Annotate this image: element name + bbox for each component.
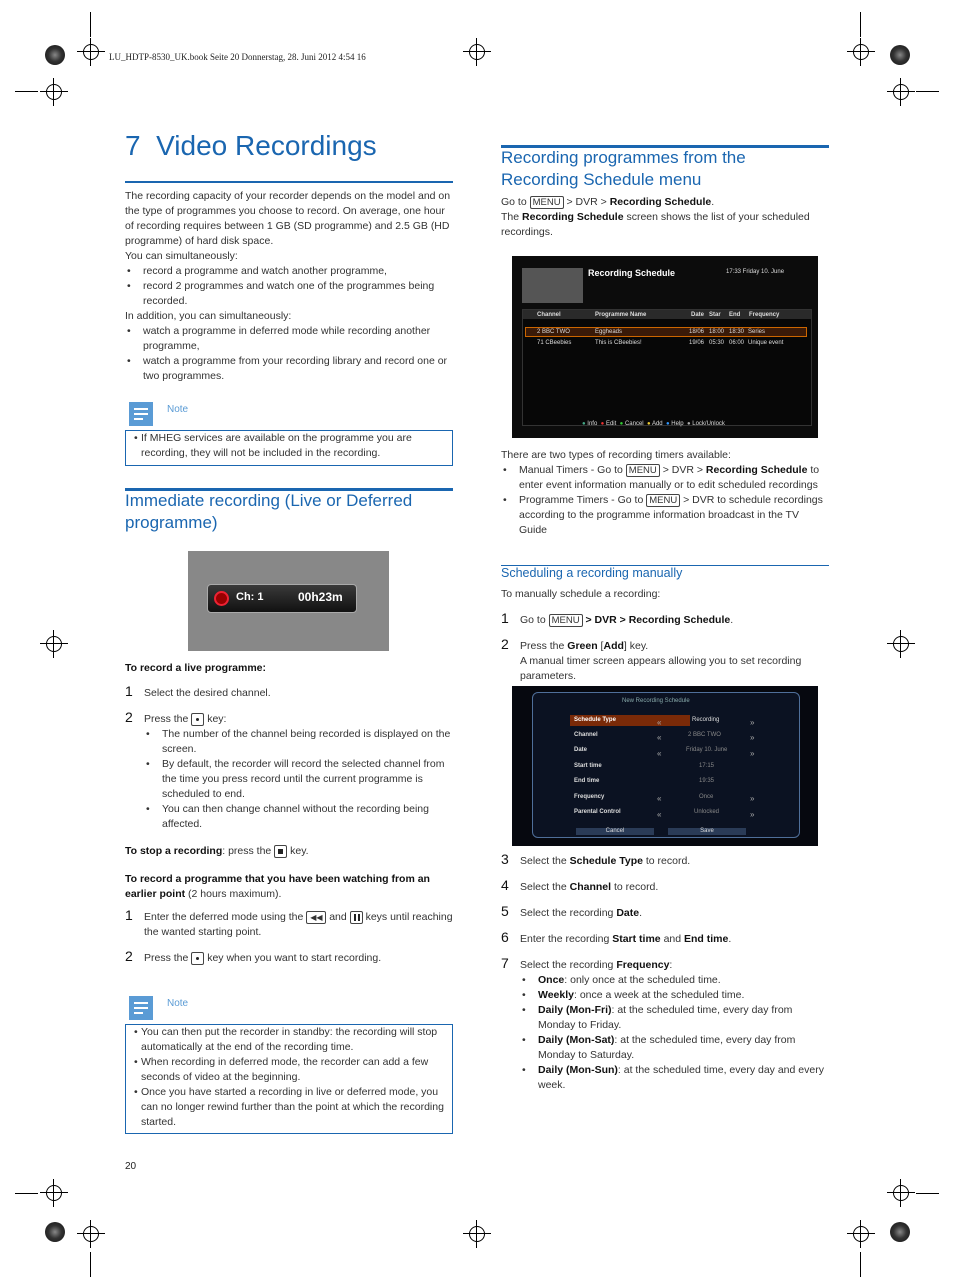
- chapter-rule: [125, 181, 453, 183]
- field-label: Channel: [574, 732, 598, 738]
- crop-mark: [893, 636, 909, 652]
- field-label: Date: [574, 747, 588, 753]
- osd-bar: [207, 584, 357, 613]
- step: 1 Go to MENU > DVR > Recording Schedule.: [501, 610, 734, 626]
- note-box: [125, 1024, 453, 1134]
- field-label: Parental Control: [574, 809, 621, 815]
- record-icon: [214, 591, 229, 606]
- recording-osd-image: [188, 551, 389, 651]
- menu-key-icon: MENU: [549, 614, 583, 627]
- menu-key-icon: MENU: [646, 494, 680, 507]
- table-cell: This is CBeebies!: [595, 340, 642, 346]
- field-value: Unlocked: [694, 809, 720, 815]
- list-item: • Programme Timers - Go to MENU > DVR to schedule recordings according to the programme information broadcast in the TV Guide: [501, 493, 829, 538]
- registration-disc: [890, 45, 910, 65]
- earlier-title: To record a programme that you have been watching from an earlier point: [125, 873, 430, 900]
- note-box: [125, 430, 453, 466]
- timer-types: There are two types of recording timers available: • Manual Timers - Go to MENU > DVR > Recording Schedule to enter event information manually or to edit scheduled recordings • Programme Timers - Go to MENU > DVR to schedule recordings according to the programme information broadcast in the TV Guide: [501, 448, 829, 538]
- crop-mark: [83, 1226, 99, 1242]
- osd-channel: Ch: 1: [236, 591, 264, 603]
- intro-lead-1: You can simultaneously:: [125, 250, 238, 262]
- subsection-heading: Scheduling a recording manually: [501, 566, 683, 580]
- note-item: • Once you have started a recording in live or deferred mode, you can no longer rewind further than the point at which the recording started.: [132, 1085, 446, 1130]
- trim-line: [15, 1193, 38, 1194]
- intro-text: [125, 189, 453, 384]
- table-cell: 06:00: [729, 340, 745, 346]
- trim-line: [860, 1252, 861, 1277]
- stop-button-icon: [274, 845, 287, 858]
- step: 2 Press the Green [Add] key. A manual timer screen appears allowing you to set recording parameters.: [501, 636, 802, 682]
- list-item: • The number of the channel being recorded is displayed on the screen.: [144, 727, 453, 757]
- crop-mark: [46, 636, 62, 652]
- recording-schedule-screenshot: [512, 256, 818, 438]
- field-label: End time: [574, 778, 600, 784]
- crop-mark: [469, 44, 485, 60]
- intro-paragraph: The recording capacity of your recorder depends on the model and on the type of programmes you choose to record. On average, one hour of recording requires between 1 GB (SD programme) and 2.5 GB (HD programme) of hard disk space.: [125, 190, 451, 247]
- note-item: • When recording in deferred mode, the recorder can add a few seconds of video at the beginning.: [132, 1055, 446, 1085]
- field-value: 19:35: [699, 778, 715, 784]
- table-cell: 2 BBC TWO: [537, 329, 570, 335]
- trim-line: [860, 12, 861, 37]
- subsection-rule: [501, 565, 829, 566]
- page-number: 20: [125, 1161, 137, 1172]
- list-item: • Weekly: once a week at the scheduled time.: [520, 988, 829, 1003]
- list-item: • By default, the recorder will record the selected channel from the time you press record until the current programme is scheduled to end.: [144, 757, 453, 802]
- preview-thumbnail: [522, 268, 583, 303]
- step: 3 Select the Schedule Type to record.: [501, 851, 691, 867]
- note-label: Note: [167, 998, 189, 1009]
- field-value: Recording: [692, 717, 720, 723]
- table-cell: 19/06: [689, 340, 705, 346]
- live-title: To record a live programme:: [125, 662, 267, 674]
- registration-disc: [45, 45, 65, 65]
- table-cell: 18:30: [729, 329, 745, 335]
- trim-line: [15, 91, 38, 92]
- save-button: Save: [668, 828, 746, 835]
- column-header: Programme Name: [595, 312, 647, 318]
- note-label: Note: [167, 404, 189, 415]
- chapter-number: 7: [125, 130, 141, 161]
- menu-key-icon: MENU: [626, 464, 660, 477]
- screen-title: New Recording Schedule: [622, 698, 690, 704]
- chapter-title: [125, 130, 377, 162]
- rewind-button-icon: ◀◀: [306, 911, 326, 924]
- field-label: Schedule Type: [574, 717, 616, 723]
- crop-mark: [46, 84, 62, 100]
- list-item: • record a programme and watch another programme,: [125, 264, 453, 279]
- screen-clock: 17:33 Friday 10. June: [726, 269, 785, 275]
- cancel-button: Cancel: [576, 828, 654, 835]
- table-cell: 18/06: [689, 329, 705, 335]
- crop-mark: [46, 1185, 62, 1201]
- column-header: Star: [709, 312, 721, 318]
- registration-disc: [45, 1222, 65, 1242]
- step: 7 Select the recording Frequency: • Once: only once at the scheduled time. • Weekly: once a week at the scheduled time. • Daily (Mon-Fri): at the scheduled time, every day from Monday to Friday. • Daily (Mon-Sat): at the scheduled time, every day from Monday to Saturday. • Daily (Mon-Sun): at the scheduled time, every day and every week.: [501, 958, 829, 1093]
- crop-mark: [853, 44, 869, 60]
- menu-key-icon: MENU: [530, 196, 564, 209]
- trim-line: [90, 1252, 91, 1277]
- step: 5 Select the recording Date.: [501, 903, 642, 919]
- list-item: • record 2 programmes and watch one of the programmes being recorded.: [125, 279, 453, 309]
- field-value: Once: [699, 794, 714, 800]
- table-cell: Eggheads: [595, 329, 623, 335]
- crop-mark: [893, 84, 909, 100]
- note-icon: [129, 996, 153, 1020]
- note-item: • If MHEG services are available on the programme you are recording, they will not be included in the recording.: [132, 431, 446, 461]
- new-recording-screenshot: New Recording Schedule Schedule Type Recording Channel 2 BBC TWO Date Friday 10. June Start time 17:15 End time 19:35 Frequency Once Parental Control Unlocked « « « « « » » » » » Cancel Save: [512, 686, 818, 846]
- stop-title: To stop a recording: [125, 845, 223, 857]
- schedule-table: [522, 309, 812, 426]
- manual-steps-b: [501, 851, 829, 1093]
- step: 2 Press the key when you want to start recording.: [125, 948, 382, 964]
- step: 6 Enter the recording Start time and End time.: [501, 929, 732, 945]
- column-header: End: [729, 312, 741, 318]
- screen-footer: ● Info ● Edit ● Cancel ● Add ● Help ● Lock/Unlock: [582, 421, 725, 427]
- list-item: • You can then change channel without the recording being affected.: [144, 802, 453, 832]
- section-heading: Recording programmes from the Recording Schedule menu: [501, 148, 746, 189]
- table-cell: 05:30: [709, 340, 725, 346]
- column-header: Frequency: [749, 312, 780, 318]
- intro-lead-2: In addition, you can simultaneously:: [125, 310, 292, 322]
- crop-mark: [893, 1185, 909, 1201]
- chapter-title-text: Video Recordings: [156, 130, 377, 161]
- record-button-icon: [191, 713, 204, 726]
- list-item: • Daily (Mon-Sat): at the scheduled time, every day from Monday to Saturday.: [520, 1033, 829, 1063]
- list-item: • Daily (Mon-Fri): at the scheduled time, every day from Monday to Friday.: [520, 1003, 829, 1033]
- section-heading: Immediate recording (Live or Deferred programme): [125, 491, 413, 532]
- list-item: • Manual Timers - Go to MENU > DVR > Recording Schedule to enter event information manually or to edit scheduled recordings: [501, 463, 829, 493]
- screen-title: Recording Schedule: [588, 268, 676, 278]
- table-cell: 71 CBeebies: [537, 340, 572, 346]
- registration-disc: [890, 1222, 910, 1242]
- crop-mark: [469, 1226, 485, 1242]
- live-instructions: To record a live programme: 1 Select the desired channel. 2 Press the key: • The number of the channel being recorded is displayed on the screen. • By default, the recorder will record the selected channel from the time you press record until the current programme is scheduled to end. • You can then change channel without the recording being affected. To stop a recording: press the key. To record a programme that you have been watching from an earlier point (2 hours maximum). 1 Enter the deferred mode using the ◀◀ and keys until reaching the wanted starting point. 2 Press the key when you want to start recording.: [125, 661, 453, 966]
- list-item: • Once: only once at the scheduled time.: [520, 973, 829, 988]
- field-value: 17:15: [699, 763, 715, 769]
- list-item: • watch a programme from your recording library and record one or two programmes.: [125, 354, 453, 384]
- column-header: Date: [691, 312, 705, 318]
- trim-line: [90, 12, 91, 37]
- crop-mark: [853, 1226, 869, 1242]
- crop-mark: [83, 44, 99, 60]
- table-cell: Series: [748, 329, 766, 335]
- list-item: • Daily (Mon-Sun): at the scheduled time, every day and every week.: [520, 1063, 829, 1093]
- field-label: Frequency: [574, 794, 605, 800]
- step: 4 Select the Channel to record.: [501, 877, 659, 893]
- step: 1 Select the desired channel.: [125, 683, 271, 699]
- field-value: Friday 10. June: [686, 747, 728, 753]
- step: 2 Press the key: • The number of the channel being recorded is displayed on the screen. • By default, the recorder will record the selected channel from the time you press record until the current programme is scheduled to end. • You can then change channel without the recording being affected.: [125, 712, 453, 832]
- field-label: Start time: [574, 763, 602, 769]
- note-item: • You can then put the recorder in standby: the recording will stop automatically at the end of the recording time.: [132, 1025, 446, 1055]
- trim-line: [916, 1193, 939, 1194]
- note-icon: [129, 402, 153, 426]
- trim-line: [916, 91, 939, 92]
- pause-button-icon: [350, 911, 363, 924]
- osd-time: 00h23m: [298, 590, 343, 604]
- print-header: LU_HDTP-8530_UK.book Seite 20 Donnerstag, 28. Juni 2012 4:54 16: [109, 52, 366, 62]
- table-cell: Unique event: [748, 340, 784, 346]
- schedule-intro: Go to MENU > DVR > Recording Schedule. The Recording Schedule screen shows the list of your scheduled recordings.: [501, 196, 810, 238]
- column-header: Channel: [537, 312, 561, 318]
- table-cell: 18:00: [709, 329, 725, 335]
- record-button-icon: [191, 952, 204, 965]
- manual-steps-a: To manually schedule a recording: 1 Go to MENU > DVR > Recording Schedule. 2 Press the Green [Add] key. A manual timer screen appears allowing you to set recording parameters.: [501, 587, 829, 684]
- field-value: 2 BBC TWO: [688, 732, 721, 738]
- step: 1 Enter the deferred mode using the ◀◀ and keys until reaching the wanted starting point.: [125, 907, 453, 938]
- list-item: • watch a programme in deferred mode while recording another programme,: [125, 324, 453, 354]
